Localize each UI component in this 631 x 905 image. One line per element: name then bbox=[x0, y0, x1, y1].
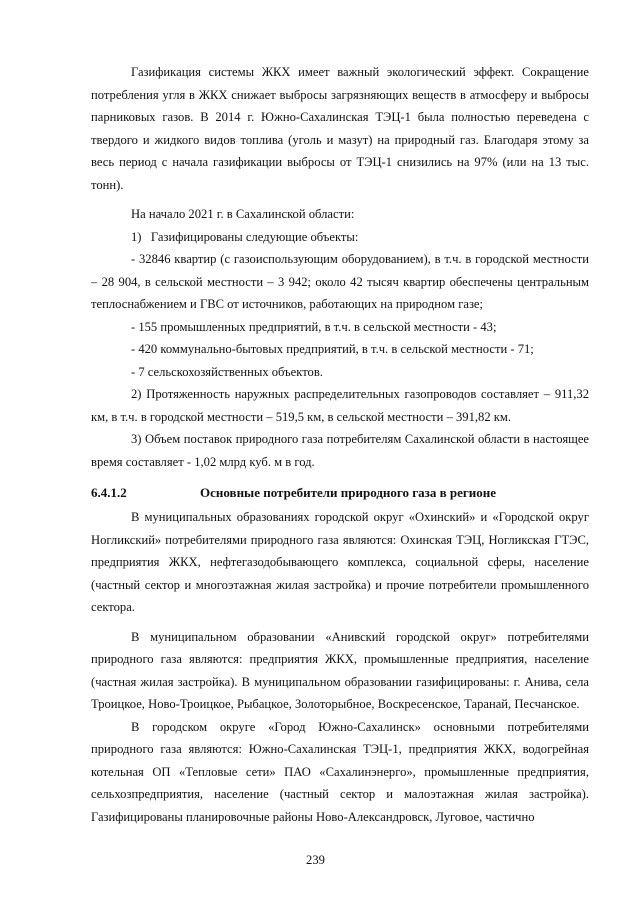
section-number: 6.4.1.2 bbox=[91, 485, 127, 500]
paragraph-aniva: В муниципальном образовании «Анивский городской округ» потребителями природного газа являются: предприятия ЖКХ, промышленные предприятия, население (частная жилая застройка). В муниципальном образовании газифицированы: г. Анива, села Троицкое, Ново-Троицкое, Рыбацкое, Золоторыбное, Воскресенское, Таранай, Песчанское. bbox=[91, 629, 589, 711]
list-item-1: 1) Газифицированы следующие объекты: bbox=[131, 229, 359, 244]
text-column bbox=[91, 61, 589, 828]
paragraph-yuzhno-sakhalinsk: В городском округе «Город Южно-Сахалинск» основными потребителями природного газа являются: Южно-Сахалинская ТЭЦ-1, предприятия ЖКХ, водогрейная котельная ОП «Тепловые сети» ПАО «Сахалинэнерго», промышленные предприятия, сельхозпредприятия, население (частный сектор и малоэтажная жилая застройка). Газифицированы планировочные районы Ново-Александровск, Луговое, частично bbox=[91, 719, 589, 824]
list-item-agricultural: - 7 сельскохозяйственных объектов. bbox=[131, 364, 323, 379]
section-title: Основные потребители природного газа в регионе bbox=[200, 485, 497, 500]
paragraph-pipeline-length: 2) Протяженность наружных распределительных газопроводов составляет – 911,32 км, в т.ч. в городской местности – 519,5 км, в сельской местности – 391,82 км. bbox=[91, 387, 589, 424]
paragraph-okha-nogliki: В муниципальных образованиях городской округ «Охинский» и «Городской округ Ногликский» потребителями природного газа являются: Охинская ТЭЦ, Ногликская ГТЭС, предприятия ЖКХ, нефтегазодобывающего комплекса, социальной сферы, население (частный сектор и многоэтажная жилая застройка) и прочие потребители промышленного сектора. bbox=[91, 510, 589, 614]
paragraph-gasification-effect: Газификация системы ЖКХ имеет важный экологический эффект. Сокращение потребления угля в ЖКХ снижает выбросы загрязняющих веществ в атмосферу и выбросы парниковых газов. В 2014 г. Южно-Сахалинская ТЭЦ-1 была полностью переведена с твердого и жидкого видов топлива (уголь и мазут) на природный газ. Благодаря этому за весь период с начала газификации выбросы от ТЭЦ-1 снизились на 97% (или на 13 тыс. тонн). bbox=[91, 65, 589, 192]
paragraph-start-2021: На начало 2021 г. в Сахалинской области: bbox=[131, 207, 355, 221]
section-heading bbox=[91, 482, 589, 504]
page-number: 239 bbox=[306, 853, 325, 867]
list-item-industrial: - 155 промышленных предприятий, в т.ч. в сельской местности - 43; bbox=[131, 319, 497, 334]
paragraph-gas-volume: 3) Объем поставок природного газа потребителям Сахалинской области в настоящее время составляет - 1,02 млрд куб. м в год. bbox=[91, 432, 589, 469]
paragraph-apartments: - 32846 квартир (с газоиспользующим оборудованием), в т.ч. в городской местности – 28 904, в сельской местности – 3 942; около 42 тысяч квартир обеспечены центральным теплоснабжением и ГВС от источников, работающих на природном газе; bbox=[91, 252, 589, 311]
list-item-communal: - 420 коммунально-бытовых предприятий, в т.ч. в сельской местности - 71; bbox=[131, 342, 534, 356]
